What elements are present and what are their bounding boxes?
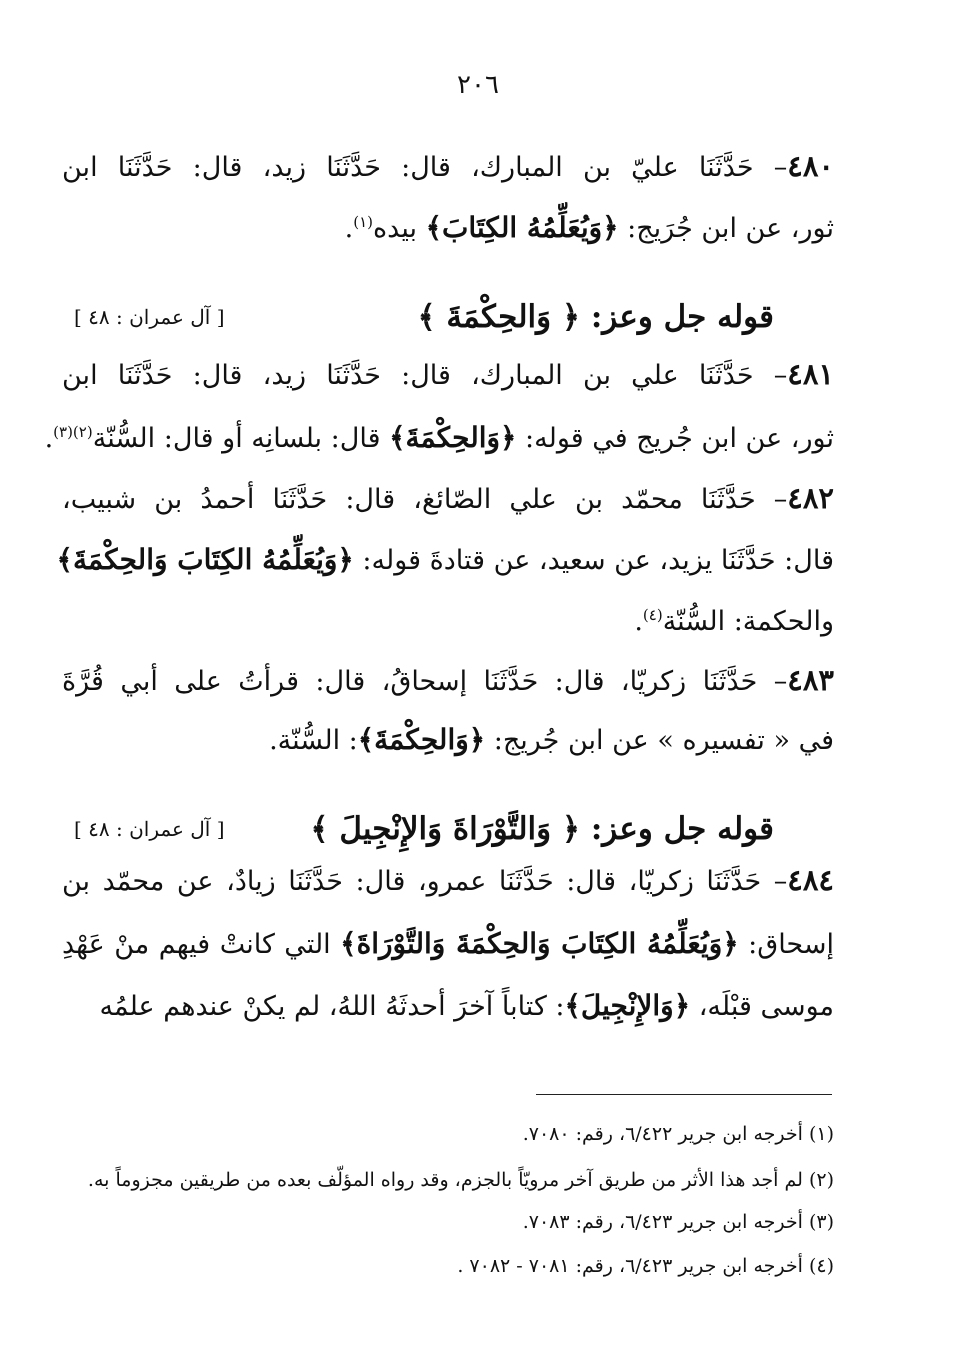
quran-quote: ﴿وَيُعَلِّمُهُ الكِتَابَ وَالحِكْمَةَ وَالتَّوْرَاةَ﴾ — [340, 927, 739, 960]
text-run: ثور، عن ابن جُريج في قوله: — [516, 423, 834, 454]
text-run: في « تفسيره » عن ابن جُريج: — [485, 725, 834, 756]
verse-reference: [ آل عمران : ٤٨ ] — [74, 305, 225, 329]
verse-reference: [ آل عمران : ٤٨ ] — [74, 817, 225, 841]
text-run: : كتاباً آخرَ أحدثَهُ اللهُ، لم يكنْ عندهم علمُه — [99, 991, 565, 1022]
text-run: – حَدَّثَنَا محمّد بن علي الصّائغ، قال: حَدَّثَنَا أحمدُ بن شبيب، — [62, 484, 788, 515]
quran-quote: ﴿وَالإِنْجِيلَ﴾ — [564, 989, 691, 1022]
text-run: – حَدَّثَنَا عليّ بن المبارك، قال: حَدَّثَنَا زيد، قال: حَدَّثَنَا ابن — [62, 152, 788, 183]
page-number: ٢٠٦ — [457, 70, 499, 100]
text-line — [62, 924, 834, 964]
text-line — [62, 860, 834, 900]
text-run: موسى قبْلَه، — [690, 991, 834, 1022]
quran-quote: ﴿وَالحِكْمَةَ﴾ — [357, 723, 486, 756]
quran-quote: ﴿وَالحِكْمَةَ﴾ — [389, 421, 517, 454]
heading-title: قوله جل وعز: ﴿ وَالتَّوْرَاةَ وَالإِنْجِيلَ ﴾ — [310, 811, 774, 847]
text-run: قال: حَدَّثَنَا يزيد، عن سعيد، عن قتادةَ قوله: — [353, 545, 834, 576]
heading-title: قوله جل وعز: ﴿ وَالحِكْمَةَ ﴾ — [417, 299, 774, 335]
hadith-number: ٤٨٣ — [787, 663, 834, 697]
text-line — [62, 986, 834, 1026]
footnote: (٣) أخرجه ابن جرير ٦/٤٢٣، رقم: ٧٠٨٣. — [522, 1211, 834, 1233]
text-line — [62, 354, 834, 394]
hadith-number: ٤٨٠ — [787, 149, 834, 183]
text-run: . — [344, 213, 354, 244]
text-run: – حَدَّثَنَا زكريّا، قال: حَدَّثَنَا عمرو، قال: حَدَّثَنَا زيادٌ، عن محمّد بن — [62, 866, 788, 897]
text-run: بيده — [373, 213, 426, 244]
text-run: والحكمة: السُّنّة — [662, 606, 834, 637]
footnote-separator — [536, 1094, 832, 1095]
text-run: قال: بلسانِه أو قال: السُّنّة — [92, 423, 390, 454]
text-run: التي كانتْ فيهم منْ عَهْدِ — [62, 929, 341, 960]
text-line — [56, 540, 834, 580]
text-run: : السُّنّة. — [269, 725, 358, 756]
section-heading — [62, 292, 834, 342]
text-line — [62, 208, 834, 248]
text-line — [62, 602, 834, 642]
text-run: . — [634, 606, 643, 637]
footnote-marker: (٢)(٣) — [53, 423, 93, 441]
hadith-number: ٤٨٤ — [787, 863, 834, 897]
footnote-marker: (٤) — [642, 606, 663, 624]
text-line — [62, 146, 834, 186]
text-run: ثور، عن ابن جُرَيج: — [618, 213, 834, 244]
footnote-marker: (١) — [353, 213, 374, 231]
text-run: – حَدَّثَنَا زكريّا، قال: حَدَّثَنَا إسحاقُ، قال: قرأتُ على أبي قُرَّةَ — [62, 666, 788, 697]
text-line — [62, 720, 834, 760]
text-line — [44, 418, 834, 458]
section-heading — [62, 804, 834, 854]
footnote: (١) أخرجه ابن جرير ٦/٤٢٢، رقم: ٧٠٨٠. — [522, 1123, 834, 1145]
text-line — [62, 478, 834, 518]
footnote: (٢) لم أجد هذا الأثر من طريق آخر مرويّاً بالجزم، وقد رواه المؤلّف بعده من طريقين مجزوماً به. — [87, 1169, 834, 1191]
hadith-number: ٤٨١ — [787, 357, 834, 391]
text-run: – حَدَّثَنَا علي بن المبارك، قال: حَدَّثَنَا زيد، قال: حَدَّثَنَا ابن — [62, 360, 788, 391]
footnote: (٤) أخرجه ابن جرير ٦/٤٢٣، رقم: ٧٠٨١ - ٧٠٨٢ . — [457, 1255, 834, 1277]
quran-quote: ﴿وَيُعَلِّمُهُ الكِتَابَ﴾ — [425, 211, 619, 244]
text-run: إسحاق: — [738, 929, 834, 960]
hadith-number: ٤٨٢ — [787, 481, 834, 515]
text-line — [62, 660, 834, 700]
quran-quote: ﴿وَيُعَلِّمُهُ الكِتَابَ وَالحِكْمَةَ﴾ — [56, 543, 354, 576]
text-run: . — [44, 423, 54, 454]
